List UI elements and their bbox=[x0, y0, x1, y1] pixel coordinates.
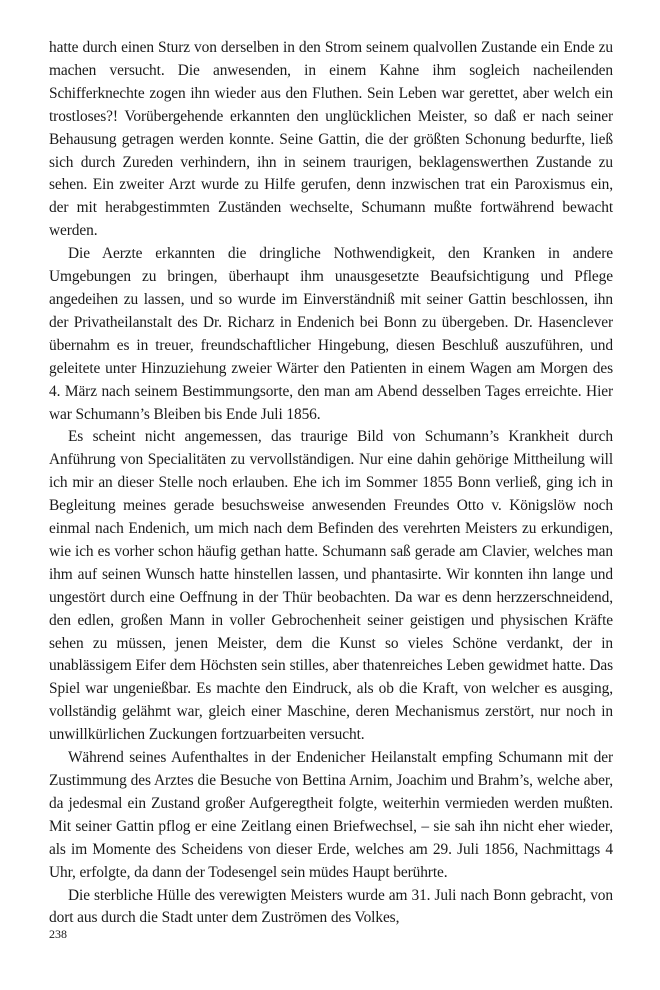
paragraph-5: Die sterbliche Hülle des verewigten Meisters wurde am 31. Juli nach Bonn gebracht, von dort aus durch die Stadt unter dem Zuströmen des Volkes, bbox=[49, 886, 613, 927]
paragraph-2: Die Aerzte erkannten die dringliche Nothwendigkeit, den Kranken in andere Umgebungen zu bringen, überhaupt ihm unausgesetzte Beaufsichtigung und Pflege angedeihen zu lassen, und so wurde im Einverständniß mit seiner Gattin beschlossen, ihn der Privatheilanstalt des Dr. Richarz in Endenich bei Bonn zu übergeben. Dr. Hasenclever übernahm es in treuer, freundschaftlicher Hingebung, diesen Beschluß auszuführen, und geleitete unter Hinzuziehung zweier Wärter den Patienten in einem Wagen am Morgen des 4. März nach seinem Bestimmungsorte, den man am Abend desselben Tages erreichte. Hier war Schumann’s Bleiben bis Ende Juli 1856. bbox=[49, 245, 613, 423]
paragraph-3: Es scheint nicht angemessen, das traurige Bild von Schumann’s Krankheit durch Anführung von Specialitäten zu vervollständigen. Nur eine dahin gehörige Mittheilung will ich mir an dieser Stelle noch erlauben. Ehe ich im Sommer 1855 Bonn verließ, ging ich in Begleitung meines gerade besuchsweise anwesenden Freundes Otto v. Königslöw noch einmal nach Endenich, um mich nach dem Befinden des verehrten Meisters zu erkundigen, wie ich es vorher schon häufig gethan hatte. Schumann saß gerade am Clavier, welches man ihm auf seinen Wunsch hatte hinstellen lassen, und phantasirte. Wir konnten ihn lange und ungestört durch eine Oeffnung in der Thür beobachten. Da war es denn herzzerschneidend, den edlen, großen Mann in voller Gebrochenheit seiner geistigen und physischen Kräfte sehen zu müssen, jenen Meister, dem die Kunst so vieles Schöne verdankt, der in unablässigem Eifer dem Höchsten sein stilles, aber thatenreiches Leben gewidmet hatte. Das Spiel war ungenießbar. Es machte den Eindruck, als ob die Kraft, von welcher es ausging, vollständig gelähmt war, gleich einer Maschine, deren Mechanismus zerstört, nur noch in unwillkürlichen Zuckungen fortzuarbeiten versucht. bbox=[49, 428, 613, 744]
paragraph-1: hatte durch einen Sturz von derselben in den Strom seinem qualvollen Zustande ein Ende zu machen versucht. Die anwesenden, in einem Kahne ihm sogleich nacheilenden Schifferknechte zogen ihn wieder aus den Fluthen. Sein Leben war gerettet, aber welch ein trostloses?! Vorübergehende erkannten den unglücklichen Meister, so daß er nach seiner Behausung getragen werden konnte. Seine Gattin, die der größten Schonung bedurfte, ließ sich durch Zureden verhindern, ihn in seinem traurigen, beklagenswerthen Zustande zu sehen. Ein zweiter Arzt wurde zu Hilfe gerufen, denn inzwischen trat ein Paroxismus ein, der mit herabgestimmten Zuständen wechselte, Schumann mußte fortwährend bewacht werden. bbox=[49, 39, 613, 240]
book-page bbox=[49, 37, 613, 930]
page-number: 238 bbox=[49, 927, 67, 941]
paragraph-4: Während seines Aufenthaltes in der Endenicher Heilanstalt empfing Schumann mit der Zustimmung des Arztes die Besuche von Bettina Arnim, Joachim und Brahm’s, welche aber, da jedesmal ein Zustand großer Aufgeregtheit folgte, weiterhin vermieden werden mußten. Mit seiner Gattin pflog er eine Zeitlang einen Briefwechsel, – sie sah ihn nicht eher wieder, als im Momente des Scheidens von dieser Erde, welches am 29. Juli 1856, Nachmittags 4 Uhr, erfolgte, da dann der Todesengel sein müdes Haupt berührte. bbox=[49, 749, 613, 881]
